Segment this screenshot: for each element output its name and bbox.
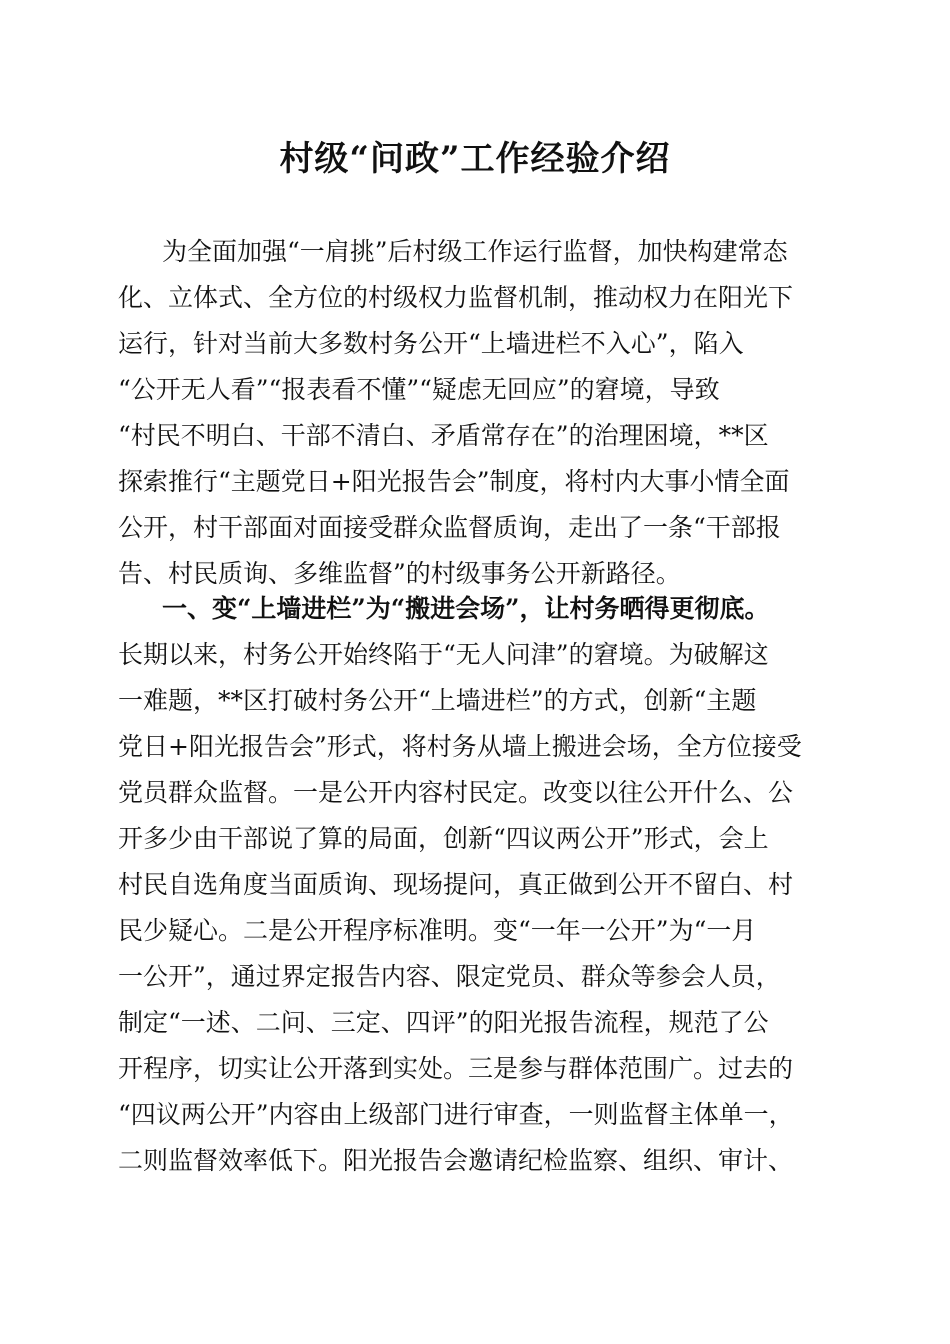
paragraph-line: “村民不明白、干部不清白、矛盾常存在”的治理困境，**区 bbox=[118, 421, 769, 450]
paragraph-line: 探索推行“主题党日+阳光报告会”制度，将村内大事小情全面 bbox=[118, 467, 790, 496]
paragraph-line: 长期以来，村务公开始终陷于“无人问津”的窘境。为破解这 bbox=[118, 640, 769, 669]
paragraph-line: 制定“一述、二问、三定、四评”的阳光报告流程，规范了公 bbox=[118, 1008, 769, 1037]
paragraph-line: 开程序，切实让公开落到实处。三是参与群体范围广。过去的 bbox=[118, 1054, 794, 1083]
paragraph-line: 党日+阳光报告会”形式，将村务从墙上搬进会场，全方位接受 bbox=[118, 732, 802, 761]
paragraph-line: 民少疑心。二是公开程序标准明。变“一年一公开”为“一月 bbox=[118, 916, 757, 945]
paragraph-line: 运行，针对当前大多数村务公开“上墙进栏不入心”，陷入 bbox=[118, 329, 744, 358]
paragraph-line: 村民自选角度当面质询、现场提问，真正做到公开不留白、村 bbox=[118, 870, 794, 899]
paragraph-line: “公开无人看”“报表看不懂”“疑虑无回应”的窘境，导致 bbox=[118, 375, 720, 404]
paragraph-line: 告、村民质询、多维监督”的村级事务公开新路径。 bbox=[118, 559, 681, 588]
paragraph-line: 二则监督效率低下。阳光报告会邀请纪检监察、组织、审计、 bbox=[118, 1146, 794, 1175]
paragraph-line: 公开，村干部面对面接受群众监督质询，走出了一条“干部报 bbox=[118, 513, 781, 542]
paragraph-line: 开多少由干部说了算的局面，创新“四议两公开”形式，会上 bbox=[118, 824, 769, 853]
paragraph-line: 一公开”，通过界定报告内容、限定党员、群众等参会人员， bbox=[118, 962, 781, 991]
paragraph-line: 一难题，**区打破村务公开“上墙进栏”的方式，创新“主题 bbox=[118, 686, 757, 715]
document-title: 村级“问政”工作经验介绍 bbox=[279, 139, 671, 179]
paragraph-line: 为全面加强“一肩挑”后村级工作运行监督，加快构建常态 bbox=[162, 237, 788, 266]
section-heading: 一、变“上墙进栏”为“搬进会场”，让村务晒得更彻底。 bbox=[162, 594, 770, 623]
paragraph-line: 化、立体式、全方位的村级权力监督机制，推动权力在阳光下 bbox=[118, 283, 794, 312]
paragraph-line: 党员群众监督。一是公开内容村民定。改变以往公开什么、公 bbox=[118, 778, 794, 807]
paragraph-line: “四议两公开”内容由上级部门进行审查，一则监督主体单一， bbox=[118, 1100, 794, 1129]
